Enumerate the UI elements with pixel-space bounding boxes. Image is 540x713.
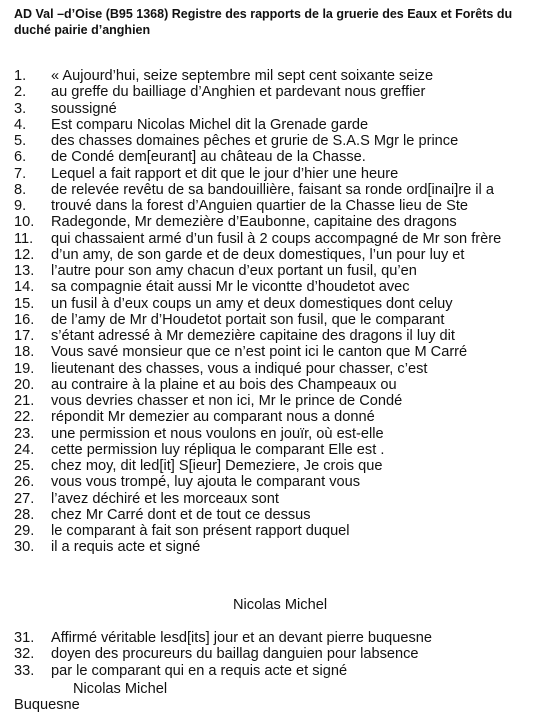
line-text: des chasses domaines pêches et grurie de S.A.S Mgr le prince [51, 133, 459, 149]
transcription-line [14, 474, 534, 490]
transcription-line [14, 166, 534, 182]
line-text: une permission et nous voulons en jouïr, où est-elle [51, 425, 384, 442]
line-text: Est comparu Nicolas Michel dit la Grenade garde [51, 116, 369, 133]
line-text: Vous savé monsieur que ce n’est point ici le canton que M Carré [51, 344, 468, 361]
line-number: 28. [14, 506, 35, 523]
transcription-line [14, 409, 534, 425]
document-header: AD Val –d’Oise (B95 1368) Registre des rapports de la gruerie des Eaux et Forêts du duché pairie d’anghien [14, 7, 513, 37]
transcription-line [14, 507, 534, 523]
line-number: 4. [14, 116, 27, 133]
line-text: soussigné [51, 100, 117, 117]
line-text: au greffe du bailliage d’Anghien et pardevant nous greffier [51, 84, 426, 101]
line-text: Affirmé véritable lesd[its] jour et an devant pierre buquesne [51, 630, 433, 646]
transcription-line [14, 361, 534, 377]
line-text: trouvé dans la forest d’Anguien quartier de la Chasse lieu de Ste [51, 198, 468, 214]
line-number: 9. [14, 198, 27, 214]
line-number: 12. [14, 246, 35, 263]
line-number: 2. [14, 84, 27, 101]
signature-buquesne: Buquesne [14, 697, 80, 713]
line-number: 25. [14, 458, 35, 474]
transcription-line [14, 263, 534, 279]
transcription-line [14, 133, 534, 149]
transcription-line [14, 646, 534, 662]
transcription-line [14, 312, 534, 328]
signature-nicolas-michel-2: Nicolas Michel [73, 681, 168, 697]
transcription-line [14, 117, 534, 133]
line-text: de Condé dem[eurant] au château de la Chasse. [51, 149, 366, 166]
line-text: d’un amy, de son garde et de deux domestiques, l’un pour luy et [51, 246, 465, 263]
line-number: 27. [14, 490, 35, 507]
line-number: 24. [14, 441, 35, 458]
transcription-lines [14, 68, 534, 556]
line-number: 26. [14, 474, 35, 491]
line-text: Radegonde, Mr demezière d’Eaubonne, capitaine des dragons [51, 214, 457, 231]
line-number: 1. [14, 68, 27, 84]
transcription-line [14, 328, 534, 344]
transcription-line [14, 231, 534, 247]
transcription-line [14, 101, 534, 117]
transcription-line [14, 344, 534, 360]
transcription-line [14, 247, 534, 263]
line-number: 23. [14, 425, 35, 442]
transcription-line [14, 663, 534, 679]
transcription-line [14, 214, 534, 230]
line-text: chez moy, dit led[it] S[ieur] Demeziere, Je crois que [51, 458, 383, 474]
line-number: 19. [14, 360, 35, 377]
transcription-line [14, 149, 534, 165]
line-number: 33. [14, 662, 35, 679]
line-number: 32. [14, 646, 35, 663]
transcription-line [14, 539, 534, 555]
line-number: 7. [14, 165, 27, 182]
line-text: sa compagnie était aussi Mr le vicontte d’houdetot avec [51, 279, 410, 296]
transcription-line [14, 377, 534, 393]
line-text: au contraire à la plaine et au bois des Champeaux ou [51, 376, 397, 393]
transcription-line [14, 442, 534, 458]
transcription-line [14, 630, 534, 646]
signature-nicolas-michel: Nicolas Michel [233, 597, 328, 613]
line-number: 20. [14, 376, 35, 393]
line-text: chez Mr Carré dont et de tout ce dessus [51, 506, 311, 523]
line-text: qui chassaient armé d’un fusil à 2 coups accompagné de Mr son frère [51, 230, 502, 247]
line-text: l’autre pour son amy chacun d’eux portant un fusil, qu’en [51, 263, 417, 279]
transcription-line [14, 68, 534, 84]
line-text: de relevée revêtu de sa bandouillière, faisant sa ronde ord[inai]re il a [51, 181, 494, 198]
line-text: il a requis acte et signé [51, 539, 201, 556]
line-text: lieutenant des chasses, vous a indiqué pour chasser, c’est [51, 360, 428, 377]
transcription-line [14, 198, 534, 214]
transcription-line [14, 426, 534, 442]
transcription-line [14, 279, 534, 295]
transcription-line [14, 523, 534, 539]
transcription-line [14, 393, 534, 409]
line-number: 5. [14, 133, 27, 149]
line-text: l’avez déchiré et les morceaux sont [51, 490, 279, 507]
line-text: le comparant à fait son présent rapport duquel [51, 523, 350, 539]
line-text: de l’amy de Mr d’Houdetot portait son fusil, que le comparant [51, 311, 445, 328]
line-number: 31. [14, 630, 35, 646]
line-number: 29. [14, 523, 35, 539]
transcription-line [14, 458, 534, 474]
line-number: 3. [14, 100, 27, 117]
line-text: vous devries chasser et non ici, Mr le prince de Condé [51, 393, 403, 409]
line-text: un fusil à d’eux coups un amy et deux domestiques dont celuy [51, 295, 453, 312]
line-number: 6. [14, 149, 27, 166]
line-text: répondit Mr demezier au comparant nous a donné [51, 409, 375, 426]
line-number: 30. [14, 539, 35, 556]
line-text: doyen des procureurs du baillag danguien pour labsence [51, 646, 419, 663]
line-number: 21. [14, 393, 35, 409]
line-number: 16. [14, 311, 35, 328]
line-number: 18. [14, 344, 35, 361]
line-number: 17. [14, 328, 35, 344]
attestation-lines [14, 630, 534, 679]
line-number: 22. [14, 409, 35, 426]
line-number: 14. [14, 279, 35, 296]
line-number: 11. [14, 230, 34, 247]
line-text: vous vous trompé, luy ajouta le comparant vous [51, 474, 361, 491]
line-text: « Aujourd’hui, seize septembre mil sept cent soixante seize [51, 68, 434, 84]
line-number: 8. [14, 181, 27, 198]
transcription-line [14, 296, 534, 312]
line-number: 15. [14, 295, 35, 312]
line-text: cette permission luy répliqua le comparant Elle est . [51, 441, 385, 458]
transcription-line [14, 491, 534, 507]
line-number: 10. [14, 214, 35, 231]
line-number: 13. [14, 263, 35, 279]
line-text: s’étant adressé à Mr demezière capitaine des dragons il luy dit [51, 328, 455, 344]
line-text: par le comparant qui en a requis acte et signé [51, 662, 348, 679]
transcription-line [14, 84, 534, 100]
line-text: Lequel a fait rapport et dit que le jour d’hier une heure [51, 165, 399, 182]
transcription-line [14, 182, 534, 198]
